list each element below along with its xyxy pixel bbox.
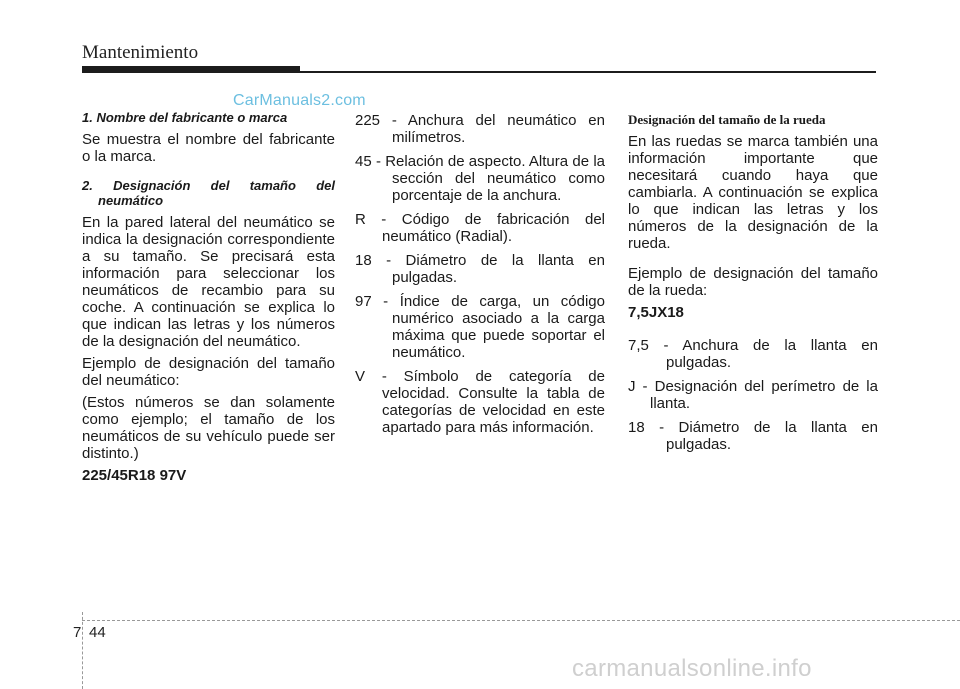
heading-manufacturer: 1. Nombre del fabricante o marca [82, 110, 288, 125]
paragraph-manufacturer: Se muestra el nombre del fabricante o la marca. [82, 131, 335, 165]
column-1 [82, 110, 335, 497]
definition-text: Código de fabricación del neumático (Radial). [382, 211, 606, 245]
definition-term: 225 - [355, 112, 397, 129]
column-3 [628, 112, 878, 460]
definition-item [628, 337, 878, 371]
heading-tire-size: 2. Designación del tamaño del neumático [82, 178, 335, 208]
definition-term: V - [355, 368, 387, 385]
definition-term: 45 - [355, 153, 381, 170]
footer-divider [82, 612, 83, 689]
definition-term: 97 - [355, 293, 389, 310]
definition-text: Diámetro de la llanta en pulgadas. [666, 419, 878, 453]
chapter-number: 7 [73, 624, 82, 641]
definition-item [355, 368, 605, 436]
definition-item [355, 153, 605, 204]
definition-item [355, 211, 605, 245]
paragraph-tire-size: En la pared lateral del neumático se indica la designación correspondiente a su tamaño. Se precisará esta información para seleccionar los neumáticos de recambio para su coche. A continuación se explica lo que indican las letras y los números de la designación del neumático. [82, 214, 335, 350]
definition-item [355, 112, 605, 146]
paragraph-disclaimer: (Estos números se dan solamente como ejemplo; el tamaño de los neumáticos de su vehículo puede ser distinto.) [82, 394, 335, 462]
definition-text: Diámetro de la llanta en pulgadas. [392, 252, 605, 286]
wheel-size-example: 7,5JX18 [628, 304, 684, 321]
definition-text: Anchura de la llanta en pulgadas. [666, 337, 878, 371]
column-2 [355, 112, 605, 443]
heading-wheel-size: Designación del tamaño de la rueda [628, 112, 826, 127]
definition-term: 7,5 - [628, 337, 669, 354]
definition-term: 18 - [628, 419, 665, 436]
definition-term: 18 - [355, 252, 392, 269]
definition-term: J - [628, 378, 648, 395]
footer-rule [82, 620, 960, 621]
section-title: Mantenimiento [82, 42, 199, 63]
watermark-top: CarManuals2.com [233, 92, 366, 109]
tire-size-example: 225/45R18 97V [82, 467, 187, 484]
paragraph-wheel-example-intro: Ejemplo de designación del tamaño de la rueda: [628, 265, 878, 299]
definition-item [355, 293, 605, 361]
definition-item [628, 378, 878, 412]
definition-item [628, 419, 878, 453]
header-rule-thin [300, 71, 876, 73]
definition-item [355, 252, 605, 286]
definition-text: Anchura del neumático en milímetros. [392, 112, 605, 146]
paragraph-example-intro: Ejemplo de designación del tamaño del neumático: [82, 355, 335, 389]
definition-text: Símbolo de categoría de velocidad. Consulte la tabla de categorías de velocidad en este apartado para más información. [382, 368, 605, 436]
watermark-bottom: carmanualsonline.info [572, 655, 812, 682]
paragraph-wheel-size: En las ruedas se marca también una información importante que necesitará cuando haya que cambiarla. A continuación se explica lo que indican las letras y los números de la designación de la rueda. [628, 133, 878, 252]
definition-term: R - [355, 211, 387, 228]
definition-text: Índice de carga, un código numérico asociado a la carga máxima que puede soportar el neumático. [392, 293, 605, 361]
definition-text: Relación de aspecto. Altura de la sección del neumático como porcentaje de la anchura. [385, 153, 605, 204]
header-rule-thick [82, 66, 300, 73]
page-number: 44 [89, 624, 106, 641]
definition-text: Designación del perímetro de la llanta. [650, 378, 878, 412]
